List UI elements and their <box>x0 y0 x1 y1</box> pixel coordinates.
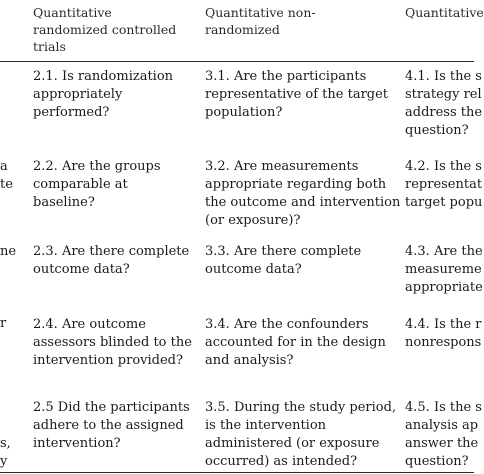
cell-line: appropriate regarding both <box>205 177 387 192</box>
header-line: randomized controlled <box>33 22 177 37</box>
header-divider <box>0 61 474 62</box>
cell-nonrandomized-row-1 <box>205 68 390 122</box>
header-line: trials <box>33 39 66 54</box>
cell-line: representative of the target <box>205 87 389 102</box>
cell-line: performed? <box>33 105 110 120</box>
cell-line: population? <box>205 105 283 120</box>
left-fragment <box>0 158 13 194</box>
cell-line: target popu <box>405 195 483 210</box>
cell-line: administered (or exposure <box>205 436 380 451</box>
cell-line: 2.5 Did the participants <box>33 400 190 415</box>
fragment-line: ne <box>0 244 17 259</box>
cell-line: outcome data? <box>33 262 130 277</box>
cell-randomized-row-4 <box>33 316 193 370</box>
cell-line: occurred) as intended? <box>205 454 358 469</box>
cell-line: 4.2. Is the s <box>405 159 482 174</box>
cell-line: the outcome and intervention <box>205 195 401 210</box>
cell-line: 2.4. Are outcome <box>33 317 146 332</box>
header-randomized <box>33 4 193 55</box>
cell-line: assessors blinded to the <box>33 335 192 350</box>
cell-line: 3.4. Are the confounders <box>205 317 369 332</box>
cell-line: is the intervention <box>205 418 327 433</box>
left-fragment <box>0 243 16 261</box>
cell-line: 3.1. Are the participants <box>205 69 367 84</box>
fragment-line: a <box>0 159 8 174</box>
header-line: Quantitative <box>33 5 112 20</box>
cell-line: answer the <box>405 436 479 451</box>
cell-line: strategy rel <box>405 87 482 102</box>
cell-line: 3.3. Are there complete <box>205 244 362 259</box>
cell-descriptive-row-4 <box>405 316 482 352</box>
fragment-line: te <box>0 177 13 192</box>
cell-line: and analysis? <box>205 353 294 368</box>
cell-line: 4.3. Are the <box>405 244 483 259</box>
cell-line: appropriately <box>33 87 123 102</box>
left-fragment <box>0 315 6 333</box>
cell-line: 4.5. Is the s <box>405 400 482 415</box>
cell-randomized-row-3 <box>33 243 193 279</box>
cell-line: adhere to the assigned <box>33 418 184 433</box>
cell-line: 2.2. Are the groups <box>33 159 161 174</box>
cell-line: appropriate <box>405 280 483 295</box>
cell-randomized-row-2 <box>33 158 193 212</box>
cell-line: intervention provided? <box>33 353 183 368</box>
fragment-line: r <box>0 316 7 331</box>
cell-line: 3.5. During the study period, <box>205 400 397 415</box>
cell-line: 4.4. Is the r <box>405 317 482 332</box>
header-line: Quantitative <box>405 5 484 20</box>
fragment-line: s, <box>0 436 11 451</box>
cell-nonrandomized-row-3 <box>205 243 390 279</box>
cell-line: comparable at <box>33 177 128 192</box>
cell-nonrandomized-row-4 <box>205 316 390 370</box>
cell-line: outcome data? <box>205 262 302 277</box>
cell-line: 2.1. Is randomization <box>33 69 174 84</box>
left-fragment <box>0 435 11 471</box>
cell-line: nonrespons <box>405 335 482 350</box>
cell-line: address the <box>405 105 483 120</box>
cell-descriptive-row-1 <box>405 68 483 140</box>
cell-descriptive-row-3 <box>405 243 483 297</box>
cell-line: question? <box>405 454 469 469</box>
cell-nonrandomized-row-5 <box>205 399 397 471</box>
header-descriptive <box>405 4 484 21</box>
cell-descriptive-row-2 <box>405 158 483 212</box>
cell-line: measureme <box>405 262 482 277</box>
cell-line: question? <box>405 123 469 138</box>
cell-line: 3.2. Are measurements <box>205 159 359 174</box>
cell-line: analysis ap <box>405 418 479 433</box>
cell-line: intervention? <box>33 436 121 451</box>
cell-line: (or exposure)? <box>205 213 301 228</box>
bottom-divider <box>0 472 474 473</box>
cell-line: 2.3. Are there complete <box>33 244 190 259</box>
cell-line: 4.1. Is the s <box>405 69 482 84</box>
header-line: Quantitative non- <box>205 5 316 20</box>
cell-line: accounted for in the design <box>205 335 386 350</box>
header-nonrandomized <box>205 4 390 38</box>
cell-randomized-row-1 <box>33 68 193 122</box>
cell-line: baseline? <box>33 195 95 210</box>
cell-descriptive-row-5 <box>405 399 482 471</box>
cell-randomized-row-5 <box>33 399 193 453</box>
cell-nonrandomized-row-2 <box>205 158 401 230</box>
header-line: randomized <box>205 22 280 37</box>
cell-line: representat <box>405 177 483 192</box>
fragment-line: y <box>0 454 8 469</box>
